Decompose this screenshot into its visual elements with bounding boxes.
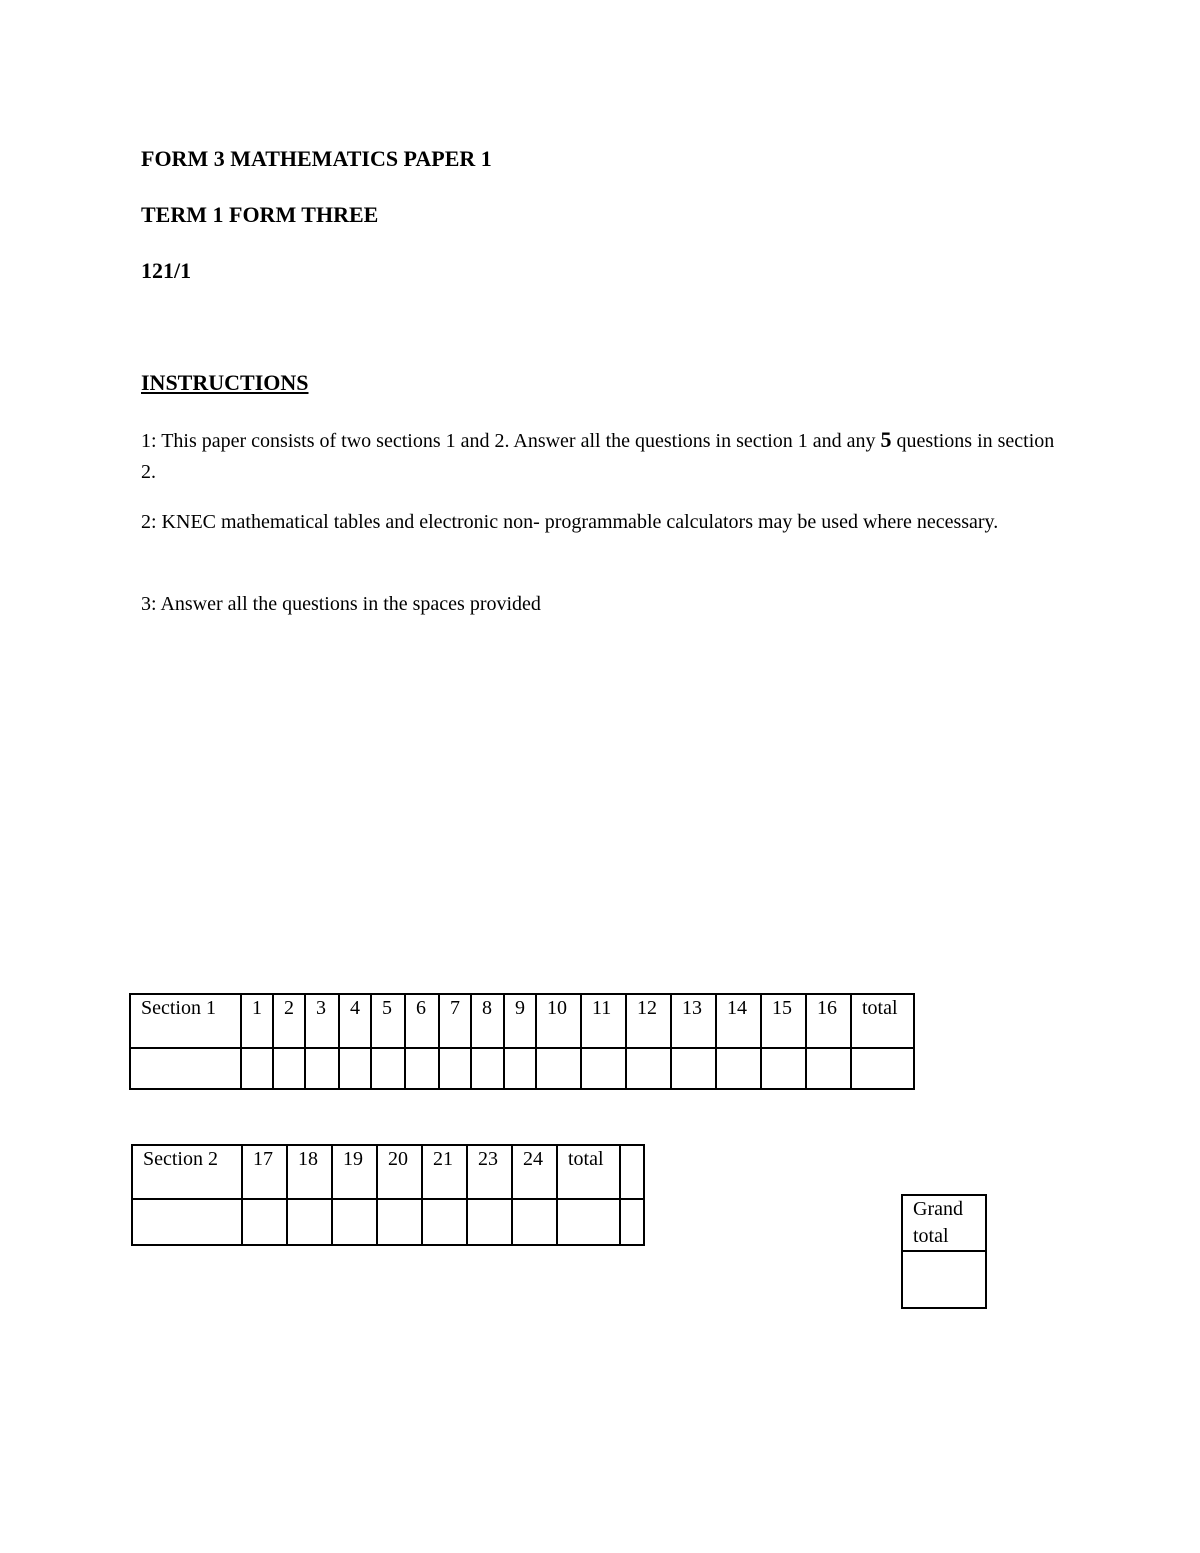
section-1-question-12-header: 12 <box>626 994 671 1048</box>
section-2-marks-row <box>132 1199 644 1245</box>
section-2-question-19-mark-cell[interactable] <box>332 1199 377 1245</box>
section-1-label: Section 1 <box>130 994 241 1048</box>
section-1-question-9-header: 9 <box>504 994 536 1048</box>
section-2-label-mark-cell[interactable] <box>132 1199 242 1245</box>
instruction-1-count: 5 <box>880 427 892 452</box>
section-1-question-10-header: 10 <box>536 994 581 1048</box>
section-1-question-3-header: 3 <box>305 994 339 1048</box>
section-1-question-11-header: 11 <box>581 994 626 1048</box>
section-1-label-mark-cell[interactable] <box>130 1048 241 1089</box>
section-2-total-header: total <box>557 1145 620 1199</box>
section-2-question-24-header: 24 <box>512 1145 557 1199</box>
section-2-question-24-mark-cell[interactable] <box>512 1199 557 1245</box>
section-1-question-5-header: 5 <box>371 994 405 1048</box>
section-1-question-15-header: 15 <box>761 994 806 1048</box>
section-2-question-20-mark-cell[interactable] <box>377 1199 422 1245</box>
section-2-header-row <box>132 1145 644 1199</box>
instruction-1-tail: questions in section 2. <box>141 430 1055 483</box>
section-1-question-16-mark-cell[interactable] <box>806 1048 851 1089</box>
section-1-question-13-mark-cell[interactable] <box>671 1048 716 1089</box>
section-1-total-mark-cell[interactable] <box>851 1048 914 1089</box>
section-1-question-6-mark-cell[interactable] <box>405 1048 439 1089</box>
section-2-total-mark-cell[interactable] <box>557 1199 620 1245</box>
section-1-question-6-header: 6 <box>405 994 439 1048</box>
section-1-question-8-mark-cell[interactable] <box>471 1048 504 1089</box>
section-1-total-header: total <box>851 994 914 1048</box>
section-1-question-4-mark-cell[interactable] <box>339 1048 371 1089</box>
section-1-question-2-mark-cell[interactable] <box>273 1048 305 1089</box>
section-2-question-19-header: 19 <box>332 1145 377 1199</box>
grand-total-label: Grand total <box>902 1195 986 1251</box>
section-2-blank-header <box>620 1145 644 1199</box>
grand-total-cell[interactable] <box>902 1251 986 1308</box>
section-2-question-18-header: 18 <box>287 1145 332 1199</box>
paper-code: 121/1 <box>141 258 192 283</box>
section-1-question-1-mark-cell[interactable] <box>241 1048 273 1089</box>
section-2-label: Section 2 <box>132 1145 242 1199</box>
section-2-question-21-header: 21 <box>422 1145 467 1199</box>
instructions-heading: INSTRUCTIONS <box>141 370 309 395</box>
section-2-question-18-mark-cell[interactable] <box>287 1199 332 1245</box>
section-1-score-table <box>129 993 915 1090</box>
term-label: TERM 1 FORM THREE <box>141 202 379 227</box>
section-1-question-14-header: 14 <box>716 994 761 1048</box>
section-2-blank-cell <box>620 1199 644 1245</box>
section-2-question-20-header: 20 <box>377 1145 422 1199</box>
section-1-question-13-header: 13 <box>671 994 716 1048</box>
section-2-question-21-mark-cell[interactable] <box>422 1199 467 1245</box>
section-2-question-17-header: 17 <box>242 1145 287 1199</box>
section-1-question-11-mark-cell[interactable] <box>581 1048 626 1089</box>
section-1-question-7-mark-cell[interactable] <box>439 1048 471 1089</box>
section-1-question-1-header: 1 <box>241 994 273 1048</box>
instruction-1-text: 1: This paper consists of two sections 1 and 2. Answer all the questions in section 1 and any <box>141 430 881 452</box>
section-1-marks-row <box>130 1048 914 1089</box>
section-1-question-16-header: 16 <box>806 994 851 1048</box>
instruction-1 <box>141 424 1061 488</box>
instruction-2: 2: KNEC mathematical tables and electronic non- programmable calculators may be used where necessary. <box>141 511 999 533</box>
section-1-question-9-mark-cell[interactable] <box>504 1048 536 1089</box>
section-2-question-17-mark-cell[interactable] <box>242 1199 287 1245</box>
section-1-question-4-header: 4 <box>339 994 371 1048</box>
paper-title: FORM 3 MATHEMATICS PAPER 1 <box>141 146 492 171</box>
instruction-3: 3: Answer all the questions in the spaces provided <box>141 593 541 615</box>
section-1-question-15-mark-cell[interactable] <box>761 1048 806 1089</box>
section-1-header-row <box>130 994 914 1048</box>
section-1-question-3-mark-cell[interactable] <box>305 1048 339 1089</box>
section-1-question-12-mark-cell[interactable] <box>626 1048 671 1089</box>
section-1-question-14-mark-cell[interactable] <box>716 1048 761 1089</box>
section-1-question-10-mark-cell[interactable] <box>536 1048 581 1089</box>
section-1-question-5-mark-cell[interactable] <box>371 1048 405 1089</box>
section-2-score-table <box>131 1144 645 1246</box>
section-1-question-7-header: 7 <box>439 994 471 1048</box>
section-2-question-23-mark-cell[interactable] <box>467 1199 512 1245</box>
grand-total-table <box>901 1194 987 1309</box>
section-1-question-8-header: 8 <box>471 994 504 1048</box>
section-2-question-23-header: 23 <box>467 1145 512 1199</box>
section-1-question-2-header: 2 <box>273 994 305 1048</box>
